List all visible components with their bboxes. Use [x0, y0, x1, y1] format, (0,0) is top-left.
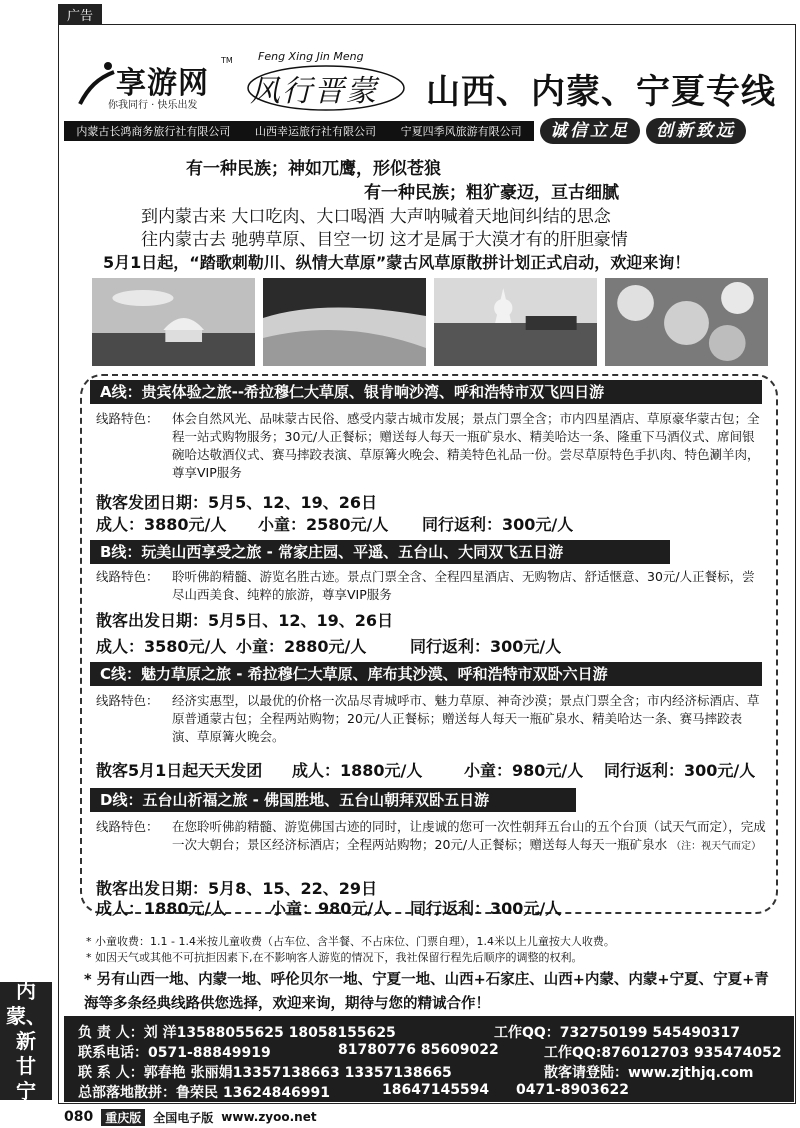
feature-text: 聆听佛韵精髓、游览名胜古迹。景点门票全含、全程四星酒店、无购物店、舒适惬意、30元/人正餐标，尝尽山西美食、纯粹的旅游，尊享VIP服务: [172, 569, 755, 602]
adult-price: 成人：3880元/人: [96, 515, 227, 534]
child-price: 小童：980元/人: [464, 761, 584, 780]
adult-price: 成人：1880元/人: [292, 761, 423, 780]
route-b-title: B线：玩美山西享受之旅 - 常家庄园、平遥、五台山、大同双飞五日游: [90, 540, 670, 564]
photo-strip: [92, 278, 768, 366]
motto-badges: [540, 118, 746, 144]
national-label: 全国电子版: [153, 1110, 214, 1125]
side-char: 新: [16, 1028, 36, 1053]
feature-text: 经济实惠型，以最优的价格一次品尽青城呼市、魅力草原、神奇沙漠；景点门票全含；市内经济标酒店、草原普通蒙古包；全程两站购物；20元/人正餐标；赠送每人每天一瓶矿泉水、精美哈达一条、赛马摔跤表演、草原篝火晚会。: [172, 693, 760, 744]
headquarters: 总部落地散拼：鲁荣民 13624846991: [78, 1085, 331, 1101]
feature-text: 体会自然风光、品味蒙古民俗、感受内蒙古城市发展；景点门票全含；市内四星酒店、草原豪华蒙古包；全程一站式购物服务；30元/人正餐标；赠送每人每天一瓶矿泉水、精美哈达一条、隆重下马酒仪式、席间银碗哈达敬酒仪式、赛马摔跤表演、草原篝火晚会、精美特色礼品一份。尝尽草原特色手扒肉、特色涮羊肉，尊享VIP服务: [172, 411, 760, 480]
side-char: 内: [16, 978, 36, 1003]
hq-phone-3: 0471-8903622: [516, 1082, 629, 1098]
edition-badge: 重庆版: [101, 1109, 145, 1126]
page-headline: 山西、内蒙、宁夏专线: [426, 72, 776, 112]
child-price: 小童：980元/人: [270, 899, 390, 918]
office-phone: 联系电话：0571-88849919: [78, 1045, 271, 1061]
manager-phones: 负 责 人：刘 洋13588055625 18058155625: [78, 1025, 396, 1041]
weather-note: （注：视天气而定）: [671, 841, 762, 852]
xiangyou-logo: [78, 48, 238, 116]
feature-label: 线路特色：: [96, 819, 159, 834]
motto-badge: 诚信立足: [540, 118, 640, 144]
side-char: 甘: [16, 1053, 36, 1078]
hq-phone-2: 18647145594: [382, 1082, 490, 1098]
motto-badge: 创新致远: [646, 118, 746, 144]
temple-photo: [434, 278, 597, 366]
logo-ring-icon: [244, 58, 409, 118]
adult-price: 成人：1880元/人: [96, 899, 227, 918]
region-side-label: [0, 978, 52, 1103]
agent-rebate: 同行返利：300元/人: [410, 637, 562, 656]
agent-rebate: 同行返利：300元/人: [604, 761, 756, 780]
page-footer: [64, 1108, 317, 1126]
agency-name: 宁夏四季风旅游有限公司: [400, 125, 522, 138]
feature-text-main: 在您聆听佛韵精髓、游览佛国古迹的同时，让虔诚的您可一次性朝拜五台山的五个台顶（试天气而定），完成一次大朝台；景区经济标酒店；全程两站购物；20元/人正餐标；赠送每人每天一瓶矿泉水: [172, 819, 766, 852]
contact-panel: [64, 1016, 794, 1102]
logo-english: Feng Xing Jin Meng: [258, 50, 364, 63]
route-c-title: C线：魅力草原之旅 - 希拉穆仁大草原、库布其沙漠、呼和浩特市双卧六日游: [90, 662, 762, 686]
yurt-photo: [92, 278, 255, 366]
child-price: 小童：2580元/人: [258, 515, 389, 534]
route-d-title: D线：五台山祈福之旅 - 佛国胜地、五台山朝拜双卧五日游: [90, 788, 576, 812]
route-c-dates: 散客5月1日起天天发团: [96, 761, 263, 780]
route-b-dates: 散客出发日期：5月5日、12、19、26日: [96, 611, 394, 630]
page-number: 080: [64, 1109, 94, 1125]
intro-line: 到内蒙古来 大口吃肉、大口喝酒 大声呐喊着天地间纠结的思念: [141, 207, 611, 227]
route-d-dates: 散客出发日期：5月8、15、22、29日: [96, 879, 378, 898]
other-routes-text: * 另有山西一地、内蒙一地、呼伦贝尔一地、宁夏一地、山西+石家庄、山西+内蒙、内蒙+宁夏、宁夏+青海等多条经典线路供您选择，欢迎来询，期待与您的精诚合作！: [84, 972, 769, 1012]
side-char: 蒙、: [6, 1003, 46, 1028]
intro-line: 有一种民族；粗犷豪迈，亘古细腻: [364, 183, 619, 203]
work-qq: 工作QQ：732750199 545490317: [494, 1025, 741, 1041]
intro-line: 往内蒙古去 驰骋草原、目空一切 这才是属于大漠才有的肝胆豪情: [141, 230, 628, 250]
work-qq-2: 工作QQ:876012703 935474052: [544, 1045, 782, 1061]
feature-label: 线路特色：: [96, 693, 159, 708]
contact-persons: 联 系 人：郭春艳 张丽娟13357138663 13357138665: [78, 1065, 452, 1081]
agent-rebate: 同行返利：300元/人: [410, 899, 562, 918]
website-link[interactable]: 散客请登陆：www.zjthjq.com: [544, 1065, 754, 1081]
footer-site-link[interactable]: www.zyoo.net: [221, 1110, 317, 1124]
logo-name: 享游网: [116, 66, 209, 101]
side-char: 宁: [16, 1078, 36, 1103]
adult-price: 成人：3580元/人: [96, 637, 227, 656]
itinerary-note: * 如因天气或其他不可抗拒因素下,在不影响客人游览的情况下，我社保留行程先后顺序的调整的权利。: [86, 951, 583, 964]
intro-line: 有一种民族；神如兀鹰，形似苍狼: [186, 159, 441, 179]
route-a-dates: 散客发团日期：5月5、12、19、26日: [96, 493, 378, 512]
desert-photo: [263, 278, 426, 366]
blossom-photo: [605, 278, 768, 366]
office-phone-2: 81780776 85609022: [338, 1042, 499, 1058]
feature-label: 线路特色：: [96, 569, 159, 584]
trademark: TM: [221, 56, 233, 65]
logo-chinese: 风行晋蒙: [250, 74, 378, 109]
agency-bar: [64, 121, 534, 141]
child-fee-note: * 小童收费：1.1 - 1.4米按儿童收费（占车位、含半餐、不占床位、门票自理），1.4米以上儿童按大人收费。: [86, 935, 615, 948]
fine-print: [86, 934, 615, 966]
launch-announcement: 5月1日起，“踏歌刺勒川、纵情大草原”蒙古风草原散拼计划正式启动，欢迎来询！: [103, 253, 691, 272]
ad-tag: 广告: [58, 4, 102, 24]
child-price: 小童：2880元/人: [236, 637, 367, 656]
agency-name: 内蒙古长鸿商务旅行社有限公司: [76, 125, 231, 138]
agent-rebate: 同行返利：300元/人: [422, 515, 574, 534]
agency-name: 山西幸运旅行社有限公司: [254, 125, 376, 138]
feature-label: 线路特色：: [96, 411, 159, 426]
fengxing-logo: [244, 50, 409, 116]
route-a-title: A线：贵宾体验之旅--希拉穆仁大草原、银肯响沙湾、呼和浩特市双飞四日游: [90, 380, 762, 404]
logo-slogan: 你我同行 · 快乐出发: [108, 100, 198, 111]
feature-text: [172, 818, 766, 856]
